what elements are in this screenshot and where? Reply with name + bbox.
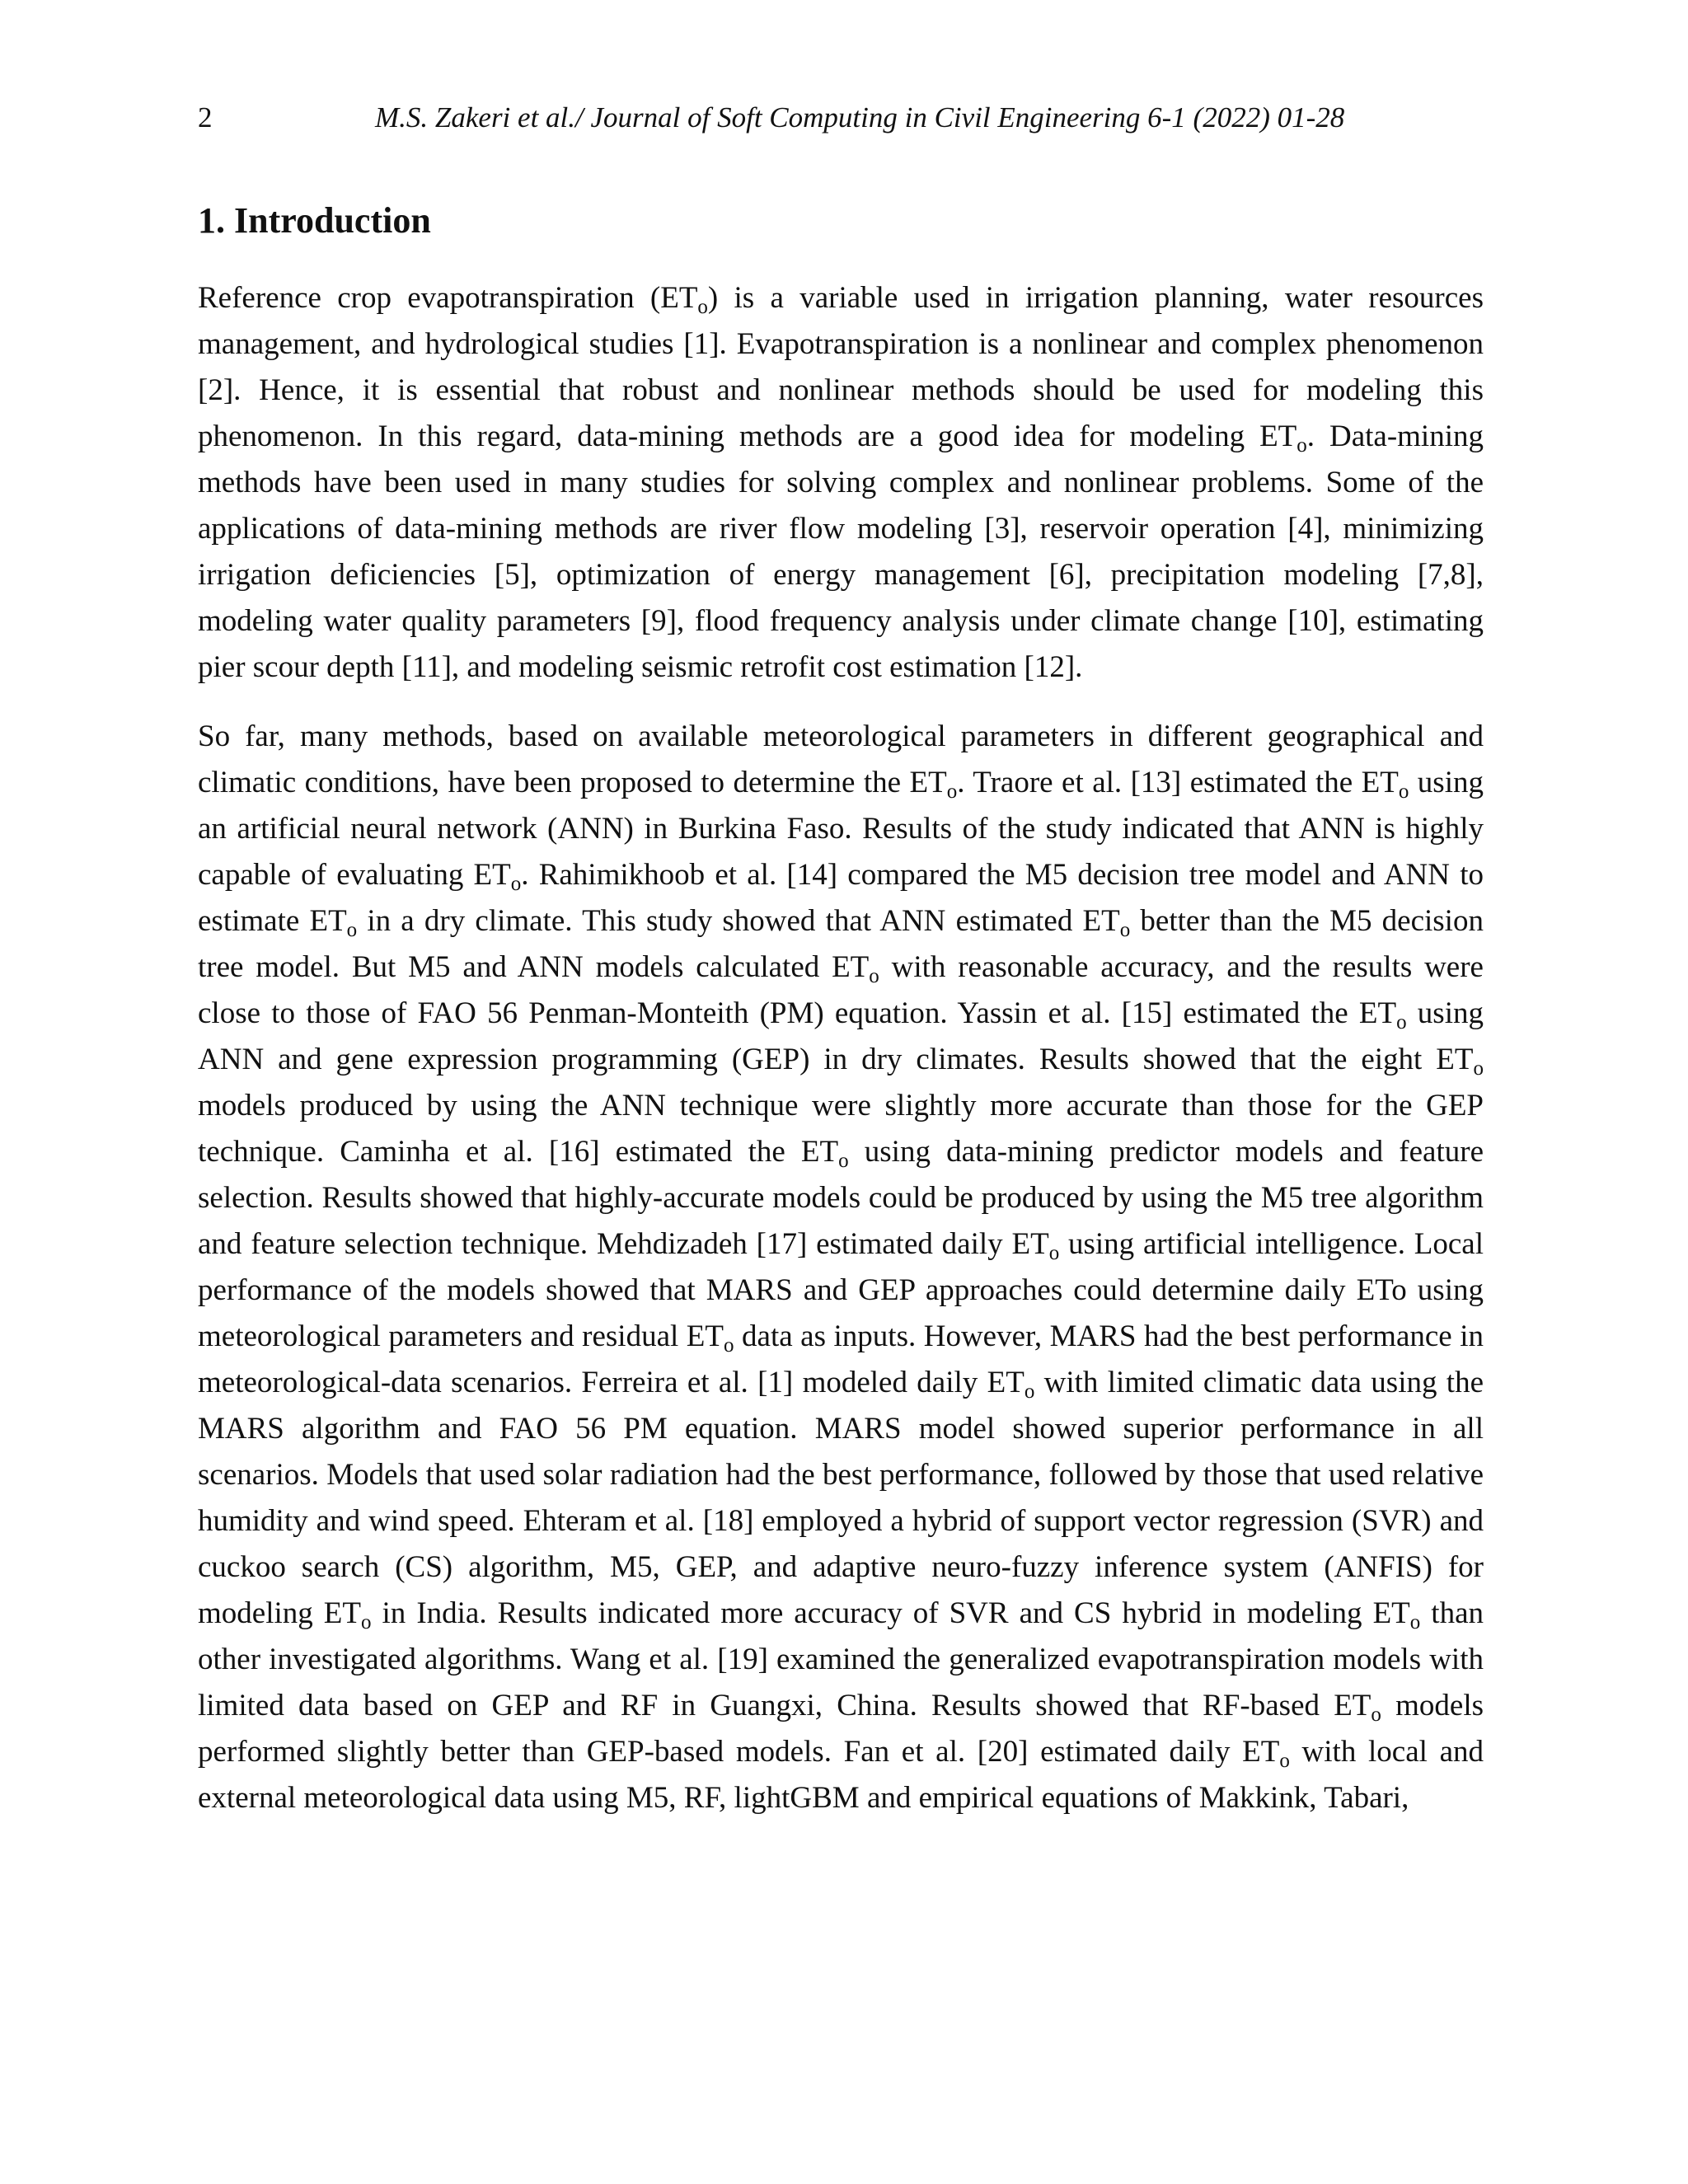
subscript: o [346,919,358,941]
subscript: o [1398,780,1409,803]
running-head: M.S. Zakeri et al./ Journal of Soft Computing in Civil Engineering 6-1 (2022) 01-28 [375,101,1345,134]
section-title: 1. Introduction [198,200,431,241]
subscript: o [724,1334,734,1357]
subscript: o [1296,434,1307,457]
body-text [198,275,1484,1821]
subscript: o [1409,1611,1421,1633]
page-number: 2 [198,101,213,134]
subscript: o [1396,1011,1407,1033]
page-header [198,97,1484,138]
subscript: o [1024,1380,1035,1403]
subscript: o [1279,1750,1290,1772]
subscript: o [361,1611,372,1633]
subscript: o [1371,1704,1381,1726]
subscript: o [1048,1242,1060,1264]
subscript: o [946,780,958,803]
subscript: o [1473,1057,1484,1080]
subscript: o [869,965,879,987]
subscript: o [838,1150,849,1172]
subscript: o [510,873,522,895]
paragraph-2: So far, many methods, based on available meteorological parameters in different geographical and climatic conditions, have been proposed to determine the $ET_o$. Traore et al. [13] estimated the $ET_o$ using an artificial neural network (ANN) in Burkina Faso. Results of the study indicated that ANN is highly capable of evaluating $ET_o$. Rahimikhoob et al. [14] compared the M5 decision tree model and ANN to estimate $ET_o$ in a dry climate. This study showed that ANN estimated $ET_o$ better than the M5 decision tree model. But M5 and ANN models calculated $ET_o$ with reasonable accuracy, and the results were close to those of FAO 56 Penman-Monteith (PM) equation. Yassin et al. [15] estimated the $ET_o$ using ANN and gene expression programming (GEP) in dry climates. Results showed that the eight $ET_o$ models produced by using the ANN technique were slightly more accurate than those for the GEP technique. Caminha et al. [16] estimated the $ET_o$ using data-mining predictor models and feature selection. Results showed that highly-accurate models could be produced by using the M5 tree algorithm and feature selection technique. Mehdizadeh [17] estimated daily $ET_o$ using artificial intelligence. Local performance of the models showed that MARS and GEP approaches could determine daily ETo using meteorological parameters and residual $ET_o$ data as inputs. However, MARS had the best performance in meteorological-data scenarios. Ferreira et al. [1] modeled daily $ET_o$ with limited climatic data using the MARS algorithm and FAO 56 PM equation. MARS model showed superior performance in all scenarios. Models that used solar radiation had the best performance, followed by those that used relative humidity and wind speed. Ehteram et al. [18] employed a hybrid of support vector regression (SVR) and cuckoo search (CS) algorithm, M5, GEP, and adaptive neuro-fuzzy inference system (ANFIS) for modeling $ET_o$ in India. Results indicated more accuracy of SVR and CS hybrid in modeling $ET_o$ than other investigated algorithms. Wang et al. [19] examined the generalized evapotranspiration models with limited data based on GEP and RF in Guangxi, China. Results showed that RF-based $ET_o$ models performed slightly better than GEP-based models. Fan et al. [20] estimated daily $ET_o$ with local and external meteorological data using M5, RF, lightGBM and empirical equations of Makkink, Tabari, [198,719,1484,1815]
paragraph-1: Reference crop evapotranspiration $(ET_o)$ is a variable used in irrigation planning, water resources management, and hydrological studies [1]. Evapotranspiration is a nonlinear and complex phenomenon [2]. Hence, it is essential that robust and nonlinear methods should be used for modeling this phenomenon. In this regard, data-mining methods are a good idea for modeling $ET_o$. Data-mining methods have been used in many studies for solving complex and nonlinear problems. Some of the applications of data-mining methods are river flow modeling [3], reservoir operation [4], minimizing irrigation deficiencies [5], optimization of energy management [6], precipitation modeling [7,8], modeling water quality parameters [9], flood frequency analysis under climate change [10], estimating pier scour depth [11], and modeling seismic retrofit cost estimation [12]. [198,281,1484,684]
subscript: o [1119,919,1131,941]
subscript: o [697,296,708,318]
